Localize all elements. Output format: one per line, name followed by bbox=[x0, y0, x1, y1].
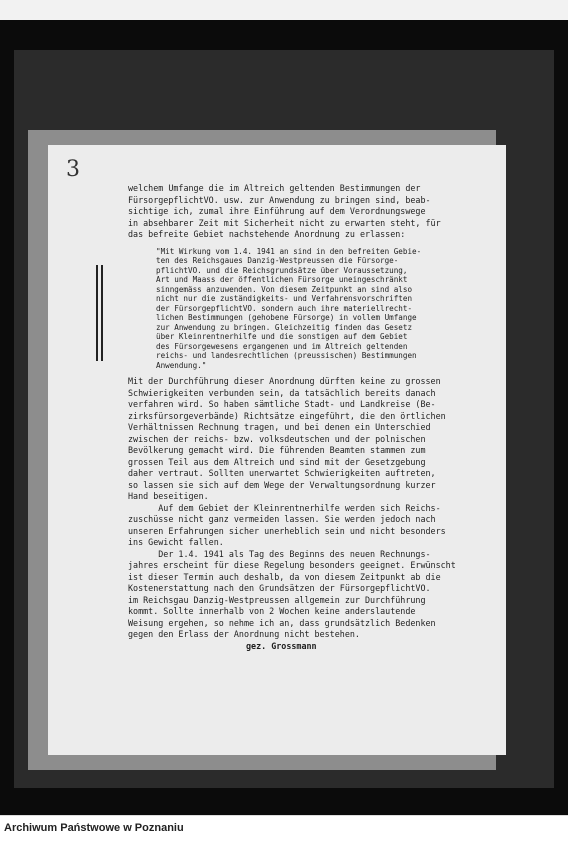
signature: gez. Grossmann bbox=[246, 640, 317, 651]
text-line: FürsorgepflichtVO. usw. zur Anwendung zu bringen sind, beab- bbox=[128, 194, 431, 205]
text-line: sinngemäss anzuwenden. Von diesem Zeitpunkt an sind also bbox=[156, 284, 413, 294]
text-line: welchem Umfange die im Altreich geltenden Bestimmungen der bbox=[128, 183, 421, 193]
document-text bbox=[128, 183, 498, 652]
text-line: reichs- und landesrechtlichen (preussischen) Bestimmungen bbox=[156, 351, 417, 360]
text-line: ten des Reichsgaues Danzig-Westpreussen die Fürsorge- bbox=[156, 256, 399, 265]
text-line: Mit der Durchführung dieser Anordnung dürften keine zu grossen bbox=[128, 376, 441, 386]
margin-mark bbox=[96, 265, 98, 361]
text-line: zuschüsse nicht ganz vermeiden lassen. Sie werden jedoch nach bbox=[128, 514, 436, 524]
document-page bbox=[48, 145, 506, 755]
text-line: in absehbarer Zeit mit Sicherheit nicht zu erwarten steht, für bbox=[128, 217, 441, 228]
text-line: über Kleinrentnerhilfe und die sonstigen auf dem Gebiet bbox=[156, 332, 408, 341]
text-line: daher vertraut. Sollten unerwartet Schwierigkeiten auftreten, bbox=[128, 468, 436, 478]
text-line: kommt. Sollte innerhalb von 2 Wochen keine anderslautende bbox=[128, 606, 416, 616]
text-line: lichen Bestimmungen (gehobene Fürsorge) in vollem Umfange bbox=[156, 313, 417, 322]
text-line: zwischen der reichs- bzw. volksdeutschen und der polnischen bbox=[128, 433, 426, 444]
paragraph-implementation bbox=[128, 376, 498, 503]
text-line: Weisung ergehen, so nehme ich an, dass grundsätzlich Bedenken bbox=[128, 617, 436, 628]
intro-paragraph bbox=[128, 183, 498, 241]
text-line: Schwierigkeiten verbunden sein, da tatsächlich bereits danach bbox=[128, 387, 436, 398]
text-line: ist dieser Termin auch deshalb, da von diesem Zeitpunkt ab die bbox=[128, 571, 441, 582]
text-line: grossen Teil aus dem Altreich und sind mit der Gesetzgebung bbox=[128, 456, 426, 467]
text-line: Bevölkerung gemacht wird. Die führenden Beamten stammen zum bbox=[128, 445, 426, 455]
text-line: Kostenerstattung nach den Grundsätzen der FürsorgepflichtVO. bbox=[128, 583, 431, 593]
margin-mark bbox=[101, 265, 103, 361]
text-line: der FürsorgepflichtVO. sondern auch ihre materiellrecht- bbox=[156, 303, 413, 313]
text-line: pflichtVO. und die Reichsgrundsätze über Voraussetzung, bbox=[156, 265, 408, 275]
paragraph-termin bbox=[128, 549, 498, 641]
text-line: Verhältnissen Rechnung tragen, und bei denen ein Unterschied bbox=[128, 422, 431, 432]
text-line: verfahren wird. So haben sämtliche Stadt- und Landkreise (Be- bbox=[128, 399, 436, 409]
text-line: zirksfürsorgeverbände) Richtsätze eingeführt, die den örtlichen bbox=[128, 410, 446, 421]
text-line: so lassen sie sich auf dem Wege der Verwaltungsordnung kurzer bbox=[128, 479, 436, 490]
text-line: zur Anwendung zu bringen. Gleichzeitig finden das Gesetz bbox=[156, 322, 413, 332]
text-line: Anwendung." bbox=[156, 360, 207, 370]
scan-viewport[interactable] bbox=[0, 20, 568, 815]
text-line: das befreite Gebiet nachstehende Anordnung zu erlassen: bbox=[128, 229, 406, 239]
text-line: des Fürsorgewesens ergangenen und im Altreich geltenden bbox=[156, 341, 408, 351]
text-line: im Reichsgau Danzig-Westpreussen allgemein zur Durchführung bbox=[128, 594, 426, 605]
text-line: Der 1.4. 1941 als Tag des Beginns des neuen Rechnungs- bbox=[128, 548, 431, 559]
paragraph-kleinrentner bbox=[128, 503, 498, 549]
text-line: jahres erscheint für diese Regelung besonders geeignet. Erwünscht bbox=[128, 560, 456, 570]
text-line: ins Gewicht fallen. bbox=[128, 537, 224, 547]
viewer-top-bar bbox=[0, 0, 568, 21]
text-line: Auf dem Gebiet der Kleinrentnerhilfe werden sich Reichs- bbox=[128, 502, 441, 513]
archive-name: Archiwum Państwowe w Poznaniu bbox=[4, 822, 184, 834]
text-line: unseren Erfahrungen sicher unerheblich sein und nicht besonders bbox=[128, 525, 446, 536]
text-line: sichtige ich, zumal ihre Einführung auf dem Verordnungswege bbox=[128, 206, 426, 216]
text-line: Art und Maass der öffentlichen Fürsorge uneingeschränkt bbox=[156, 275, 408, 284]
text-line: nicht nur die zuständigkeits- und Verfahrensvorschriften bbox=[156, 294, 413, 303]
text-line: "Mit Wirkung vom 1.4. 1941 an sind in den befreiten Gebie- bbox=[156, 246, 422, 256]
archive-footer bbox=[0, 815, 568, 841]
text-line: Hand beseitigen. bbox=[128, 491, 209, 501]
quoted-ordinance bbox=[128, 247, 498, 371]
handwritten-page-number: 3 bbox=[66, 157, 80, 182]
text-line: gegen den Erlass der Anordnung nicht bestehen. bbox=[128, 629, 360, 639]
